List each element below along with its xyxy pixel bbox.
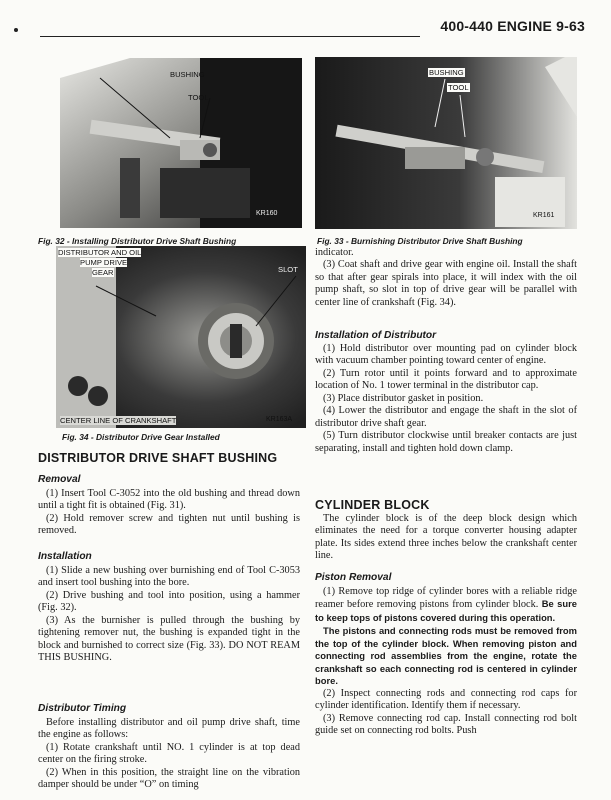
right-intro: indicator.	[315, 247, 354, 258]
install-dist-title: Installation of Distributor	[315, 330, 437, 341]
fig33-code: KR161	[533, 212, 555, 219]
piston-step-3: (3) Remove connecting rod cap. Install connecting rod bolt guide set on connecting rod bolts. Push	[315, 712, 577, 736]
fig34-photo	[56, 246, 306, 428]
header-bullet	[14, 28, 18, 32]
fig33-label-bushing: BUSHING	[429, 68, 464, 77]
fig32-label-tool: TOOL	[188, 93, 209, 102]
fig34-label-slot: SLOT	[278, 265, 298, 274]
installation-title: Installation	[38, 551, 92, 562]
fig32-photo	[60, 58, 302, 228]
cyl-block-paragraph: The cylinder block is of the deep block design which eliminates the need for a torque converter housing adapter plate. Its sides extend three inches below the crankshaft center line.	[315, 513, 577, 562]
removal-step-2: (2) Hold remover screw and tighten nut until bushing is removed.	[38, 512, 300, 537]
right-step-3: (3) Coat shaft and drive gear with engine oil. Install the shaft so that after gear spirals into place, it will index with the oil pump shaft, so slot in top of drive gear will be parallel with center line of crankshaft (Fig. 34).	[315, 259, 577, 308]
right-top-text	[315, 247, 577, 309]
timing-step-1: (1) Rotate crankshaft until NO. 1 cylinder is at top dead center on the firing stroke.	[38, 741, 300, 766]
fig32-caption: Fig. 32 - Installing Distributor Drive Shaft Bushing	[38, 236, 237, 246]
fig33-illustration	[315, 57, 577, 229]
installation-step-2: (2) Drive bushing and tool into position, using a hammer (Fig. 32).	[38, 589, 300, 614]
fig34-label-gear-line1: DISTRIBUTOR AND OIL	[58, 248, 142, 257]
timing-title: Distributor Timing	[38, 703, 127, 714]
fig33-caption: Fig. 33 - Burnishing Distributor Drive Shaft Bushing	[317, 236, 523, 246]
cyl-block-text	[315, 513, 577, 563]
install-dist-step-4: (4) Lower the distributor and engage the shaft in the slot of distributor drive shaft gear.	[315, 405, 577, 429]
fig34-label-centerline: CENTER LINE OF CRANKSHAFT	[60, 416, 177, 425]
installation-step-3: (3) As the burnisher is pulled through the bushing by tightening remover nut, the bushing is expanded tight in the block and burnished to correct size (Fig. 33). DO NOT REAM THIS BUSHING.	[38, 614, 300, 664]
timing-step-2: (2) When in this position, the straight line on the vibration damper should be under “O” on timing	[38, 766, 300, 791]
install-dist-step-5: (5) Turn distributor clockwise until breaker contacts are just separating, install and tighten hold down clamp.	[315, 430, 577, 454]
piston-step-2: (2) Inspect connecting rods and connecting rod caps for cylinder identification. Identify them if necessary.	[315, 687, 577, 712]
removal-title: Removal	[38, 474, 81, 485]
timing-text	[38, 717, 300, 792]
timing-intro: Before installing distributor and oil pump drive shaft, time the engine as follows:	[38, 717, 300, 741]
piston-warning: The pistons and connecting rods must be removed from the top of the cylinder block. When removing piston and connecting rod assemblies from the engine, rotate the crankshaft so each connecting rod is centered in cylinder bore.	[315, 625, 577, 687]
piston-text	[315, 586, 577, 737]
install-dist-text	[315, 343, 577, 455]
fig32-label-bushing: BUSHING	[170, 70, 205, 79]
removal-text	[38, 488, 300, 538]
page-header	[0, 0, 611, 40]
header-rule	[40, 36, 420, 37]
fig34-label-gear-line2: PUMP DRIVE	[80, 258, 128, 267]
fig33-photo	[315, 57, 577, 229]
removal-step-1: (1) Insert Tool C-3052 into the old bushing and thread down until a tight fit is obtained (Fig. 31).	[38, 488, 300, 512]
install-dist-step-2: (2) Turn rotor until it points forward and to approximate location of No. 1 tower terminal in the distributor cap.	[315, 367, 577, 392]
piston-step-1-warning: Be sure to keep tops of pistons covered during this operation.	[315, 598, 577, 623]
left-section-title: DISTRIBUTOR DRIVE SHAFT BUSHING	[38, 451, 278, 465]
cyl-block-title: CYLINDER BLOCK	[315, 498, 430, 512]
fig32-code: KR160	[256, 210, 278, 217]
fig34-code: KR163A	[266, 416, 293, 423]
install-dist-step-3: (3) Place distributor gasket in position.	[323, 392, 484, 404]
install-dist-step-1: (1) Hold distributor over mounting pad on cylinder block with vacuum chamber pointing toward center of engine.	[315, 343, 577, 367]
installation-text	[38, 565, 300, 665]
fig32-illustration	[60, 58, 302, 228]
page-title: 400-440 ENGINE 9-63	[440, 18, 585, 34]
piston-title: Piston Removal	[315, 572, 392, 583]
fig34-caption: Fig. 34 - Distributor Drive Gear Installed	[62, 432, 220, 442]
installation-step-1: (1) Slide a new bushing over burnishing end of Tool C-3053 and insert tool bushing into the bore.	[38, 565, 300, 589]
piston-step-1-text: (1) Remove top ridge of cylinder bores with a reliable ridge reamer before removing pistons from cylinder block.	[315, 586, 577, 611]
piston-step-1	[315, 586, 577, 625]
fig34-label-gear-line3: GEAR	[92, 268, 114, 277]
fig33-label-tool: TOOL	[448, 83, 469, 92]
